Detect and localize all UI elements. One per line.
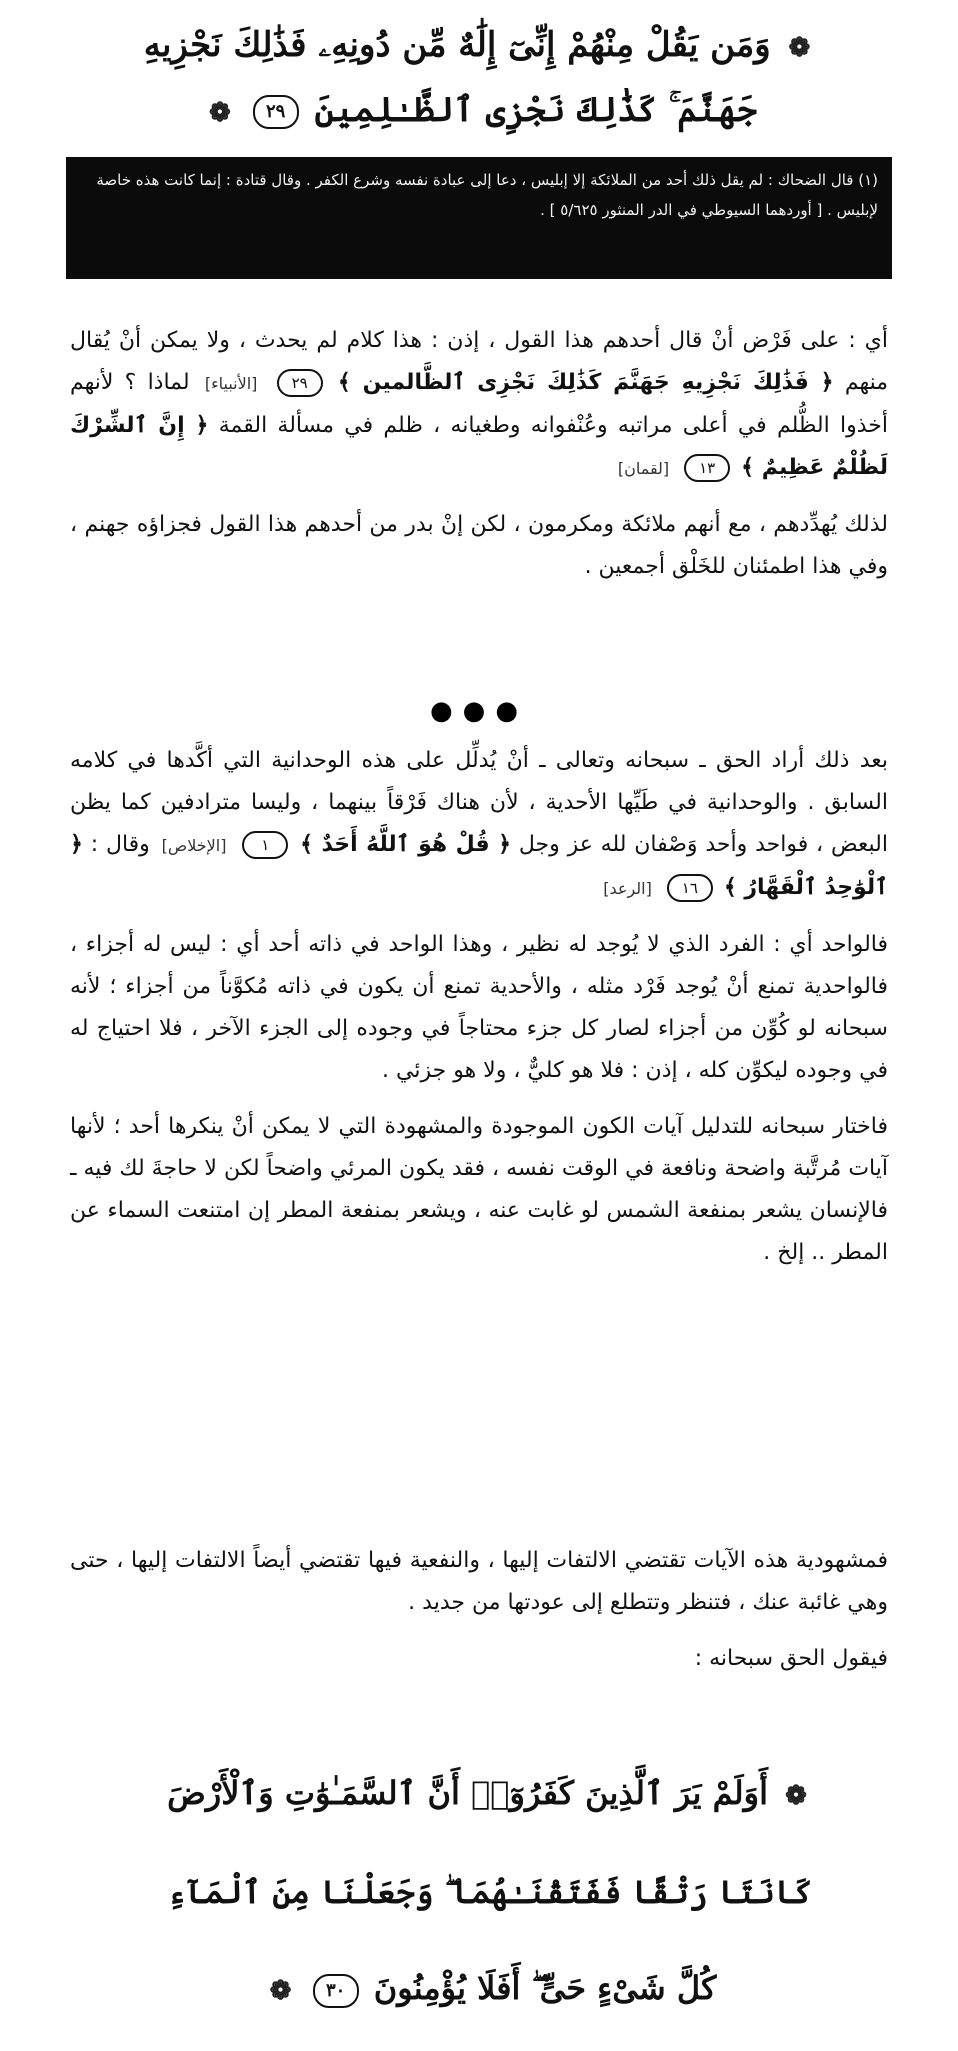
verse-ornament-icon: ❁ — [269, 1976, 292, 2006]
paragraph-text: فالواحد أي : الفرد الذي لا يُوجد له نظير ، وهذا الواحد في ذاته أحد أي : ليس له أجزاء ، فالواحدية تمنع أنْ يُوجد فَرْد مثله ، والأحدية تمنع أن يكون في ذاته مُكوَّناً من أجزاء ؛ لأنه سبحانه لو كُوِّن من أجزاء لصار كل جزء محتاجاً في وجوده إلى الجزء الآخر ، فلا احتياج له في وجوده ليكوِّن كله ، إذن : فلا هو كليٌّ ، ولا هو جزئي . — [70, 932, 888, 1083]
paragraph-text: فيقول الحق سبحانه : — [694, 1646, 888, 1671]
paragraph-text: لماذا ؟ لأنهم أخذوا الظُّلم في أعلى مراتبه وعُنْفوانه وطغيانه ، ظلم في مسألة القمة — [70, 370, 888, 438]
verse-line-1 — [120, 14, 840, 79]
surah-reference: [لقمان] — [617, 459, 670, 478]
ayah-number-badge: ٣٠ — [313, 1974, 359, 2008]
paragraph — [70, 504, 888, 588]
verse-text: أَوَلَمْ يَرَ ٱلَّذِينَ كَفَرُوٓا۟ أَنَّ ٱلسَّمَـٰوَٰتِ وَٱلْأَرْضَ — [167, 1774, 768, 1812]
verse-text: كُلَّ شَىْءٍ حَىٍّ ۖ أَفَلَا يُؤْمِنُونَ — [373, 1969, 717, 2007]
quran-quote: ﴿ ٱلْوَٰحِدُ ٱلْقَهَّارُ ﴾ — [70, 832, 888, 900]
commentary-block-3 — [70, 1540, 888, 1694]
paragraph-text: فمشهودية هذه الآيات تقتضي الالتفات إليها ، والنفعية فيها تقتضي أيضاً الالتفات إليها ، حتى وهي غائبة عنك ، فتنظر وتتطلع إلى عودتها من جديد . — [70, 1548, 888, 1615]
verse-line-3 — [160, 1940, 820, 2039]
paragraph — [70, 1638, 888, 1680]
verse-line-2 — [160, 1844, 820, 1940]
verse-text: جَهَنَّمَ ۚ كَذَٰلِكَ نَجْزِى ٱلظَّـٰلِمِينَ — [314, 90, 757, 130]
verse-ornament-icon: ❁ — [209, 98, 231, 128]
surah-reference: [الأنبياء] — [204, 374, 258, 393]
verse-line-2 — [120, 79, 840, 144]
quran-verse-bottom — [160, 1745, 820, 2039]
ayah-number-badge: ٢٩ — [277, 369, 323, 397]
paragraph-text: وقال : — [90, 832, 150, 857]
paragraph-text: بعد ذلك أراد الحق ـ سبحانه وتعالى ـ أنْ يُدلِّل على هذه الوحدانية التي أكَّدها في كلامه السابق . والوحدانية في طَيِّها الأحدية ، لأن هناك فَرْقاً بينهما ، وليسا مترادفين كما يظن البعض ، فواحد وأحد وَصْفان لله عز وجل — [70, 748, 888, 857]
ayah-number-badge: ١٦ — [667, 874, 713, 902]
footnote-text: (١) قال الضحاك : لم يقل ذلك أحد من الملائكة إلا إبليس ، دعا إلى عبادة نفسه وشرع الكفر . وقال قتادة : إنما كانت هذه خاصة لإبليس . [ أوردهما السيوطي في الدر المنثور ٥/٦٢٥ ] . — [96, 171, 878, 219]
ayah-number-badge: ٢٩ — [253, 95, 299, 129]
quran-verse-top — [120, 14, 840, 144]
ayah-number-badge: ١ — [242, 831, 288, 859]
paragraph-text: فاختار سبحانه للتدليل آيات الكون الموجودة والمشهودة التي لا يمكن أنْ ينكرها أحد ؛ لأنها آيات مُرتَّبة واضحة ونافعة في الوقت نفسه ، فقد يكون المرئي واضحاً لكن لا حاجةَ لك فيه ـ فالإنسان يشعر بمنفعة الشمس لو غابت عنه ، ويشعر بمنفعة المطر إن امتنعت السماء عن المطر .. إلخ . — [70, 1114, 888, 1265]
section-separator: ●●● — [429, 696, 529, 726]
verse-text: كَانَتَا رَتْقًا فَفَتَقْنَـٰهُمَا ۖ وَجَعَلْنَا مِنَ ٱلْمَآءِ — [167, 1873, 813, 1911]
verse-ornament-icon: ❁ — [785, 1781, 807, 1811]
commentary-block-2 — [70, 740, 888, 1288]
paragraph — [70, 320, 888, 490]
paragraph-text: لذلك يُهدِّدهم ، مع أنهم ملائكة ومكرمون ، لكن إنْ بدر من أحدهم هذا القول فجزاؤه جهنم ، وفي هذا اطمئنان للخَلْق أجمعين . — [70, 512, 888, 579]
paragraph — [70, 1106, 888, 1274]
commentary-block-1 — [70, 320, 888, 602]
surah-reference: [الإخلاص] — [161, 836, 227, 855]
paragraph-text: أي : على فَرْض أنْ قال أحدهم هذا القول ، إذن : هذا كلام لم يحدث ، ولا يمكن أنْ يُقال منهم — [70, 328, 889, 395]
quran-quote: ﴿ قُلْ هُوَ ٱللَّهُ أَحَدٌ ﴾ — [300, 832, 512, 857]
paragraph — [70, 1540, 888, 1624]
surah-reference: [الرعد] — [603, 879, 652, 898]
quran-quote: ﴿ إِنَّ ٱلشِّرْكَ لَظُلْمٌ عَظِيمٌ ﴾ — [70, 413, 888, 480]
verse-text: وَمَن يَقُلْ مِنْهُمْ إِنِّىٓ إِلَٰهٌ مِّن دُونِهِۦ فَذَٰلِكَ نَجْزِيهِ — [143, 25, 771, 65]
ayah-number-badge: ١٣ — [684, 454, 730, 482]
verse-line-1 — [160, 1745, 820, 1844]
verse-ornament-icon: ❁ — [788, 33, 811, 63]
quran-quote: ﴿ فَذَٰلِكَ نَجْزِيهِ جَهَنَّمَ كَذَٰلِكَ نَجْزِى ٱلظَّالمين ﴾ — [337, 370, 834, 395]
footnote-box — [66, 157, 892, 279]
paragraph — [70, 740, 888, 910]
paragraph — [70, 924, 888, 1092]
